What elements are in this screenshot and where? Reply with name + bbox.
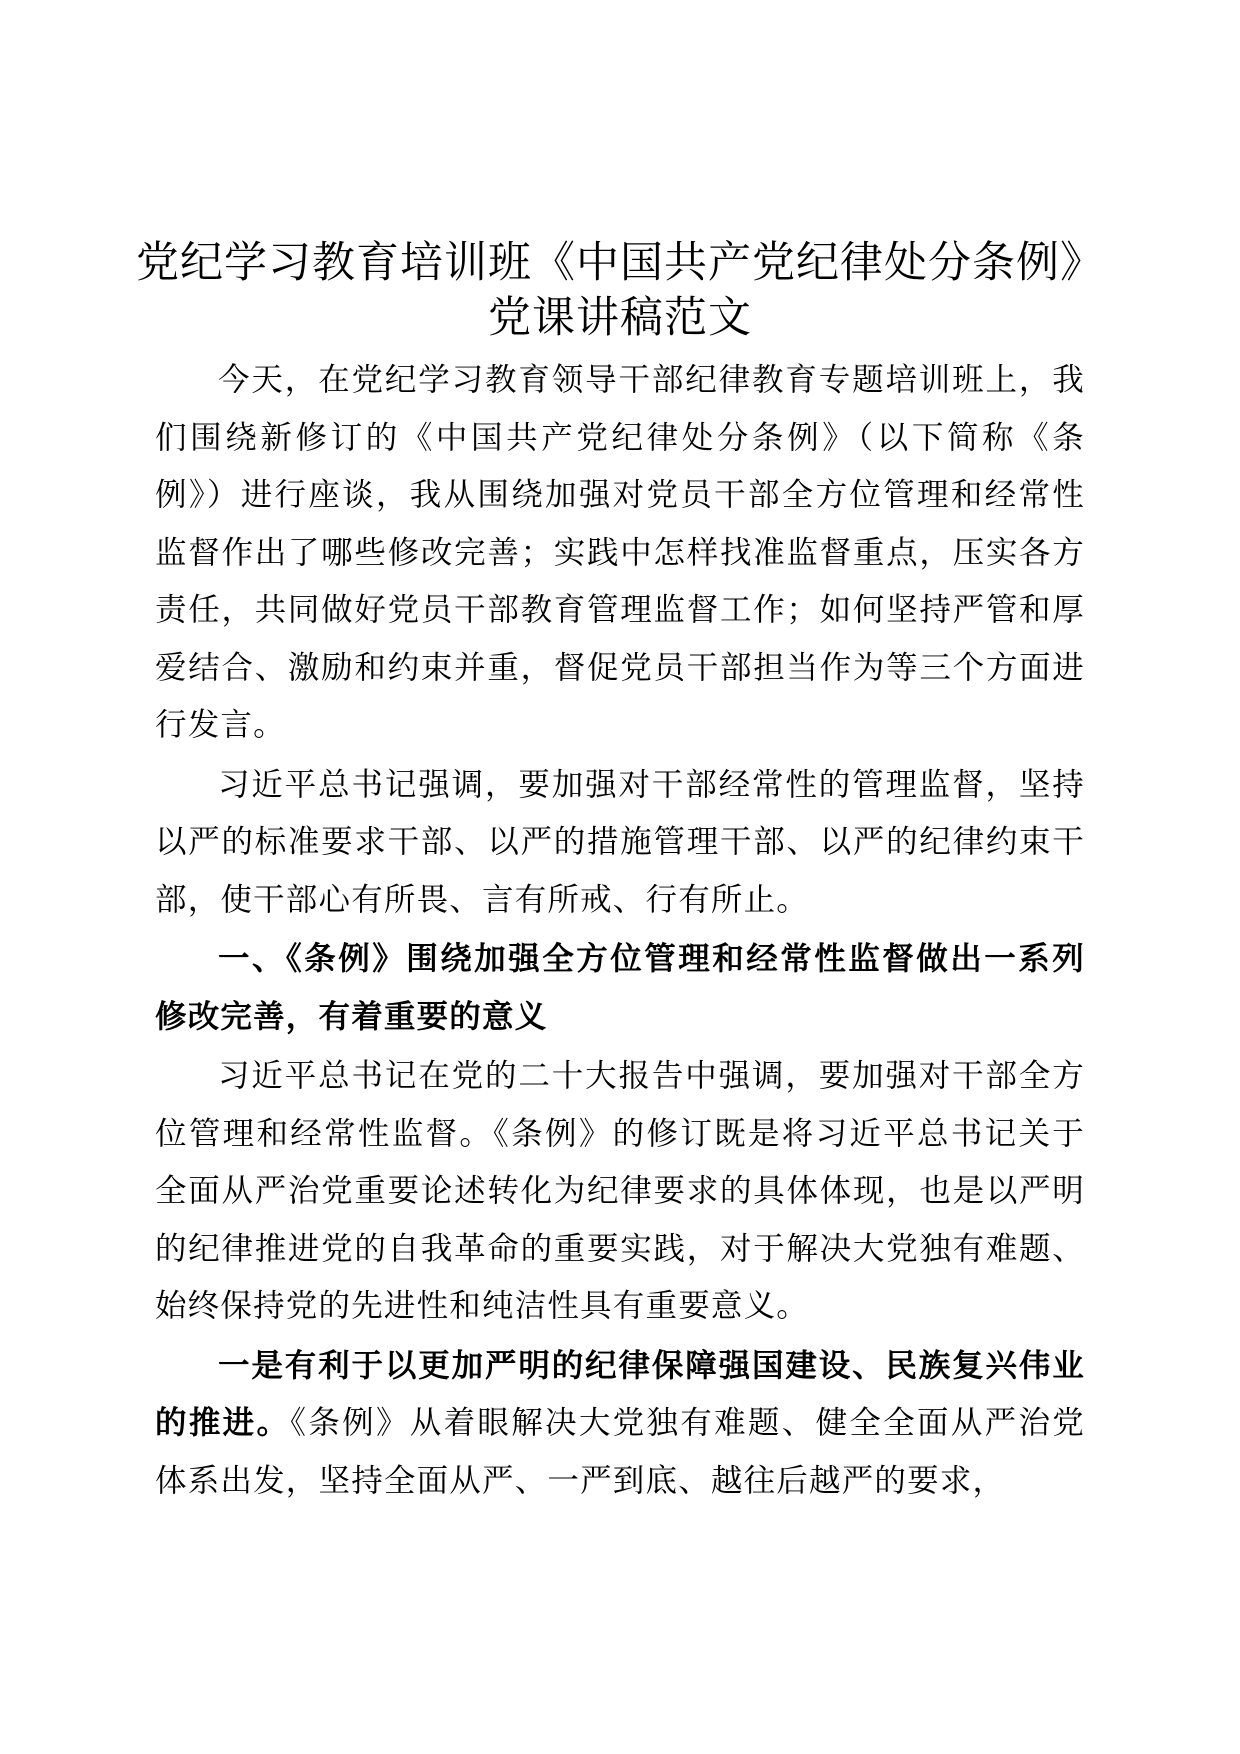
quote-paragraph: 习近平总书记强调，要加强对干部经常性的管理监督，坚持以严的标准要求干部、以严的措施管理干部、以严的纪律约束干部，使干部心有所畏、言有所戒、行有所止。 <box>155 766 1085 918</box>
section-1-paragraph: 习近平总书记在党的二十大报告中强调，要加强对干部全方位管理和经常性监督。《条例》的修订既是将习近平总书记关于全面从严治党重要论述转化为纪律要求的具体体现，也是以严明的纪律推进党的自我革命的重要实践，对于解决大党独有难题、始终保持党的先进性和纯洁性具有重要意义。 <box>155 1058 1085 1324</box>
document-page <box>136 236 1104 1510</box>
intro-paragraph: 今天，在党纪学习教育领导干部纪律教育专题培训班上，我们围绕新修订的《中国共产党纪律处分条例》（以下简称《条例》）进行座谈，我从围绕加强对党员干部全方位管理和经常性监督作出了哪些修改完善；实践中怎样找准监督重点，压实各方责任，共同做好党员干部教育管理监督工作；如何坚持严管和厚爱结合、激励和约束并重，督促党员干部担当作为等三个方面进行发言。 <box>155 362 1085 743</box>
document-title: 党纪学习教育培训班《中国共产党纪律处分条例》党课讲稿范文 <box>136 238 1104 343</box>
point-1-lead: 一是有利于以更加严明的纪律保障强国建设、民族复兴伟业的推进。 <box>155 1347 1085 1441</box>
point-1-paragraph <box>155 1338 1085 1511</box>
section-heading-1: 一、《条例》围绕加强全方位管理和经常性监督做出一系列修改完善，有着重要的意义 <box>155 941 1085 1035</box>
point-1-body: 《条例》从着眼解决大党独有难题、健全全面从严治党体系出发，坚持全面从严、一严到底、越往后越严的要求， <box>155 1405 1085 1499</box>
